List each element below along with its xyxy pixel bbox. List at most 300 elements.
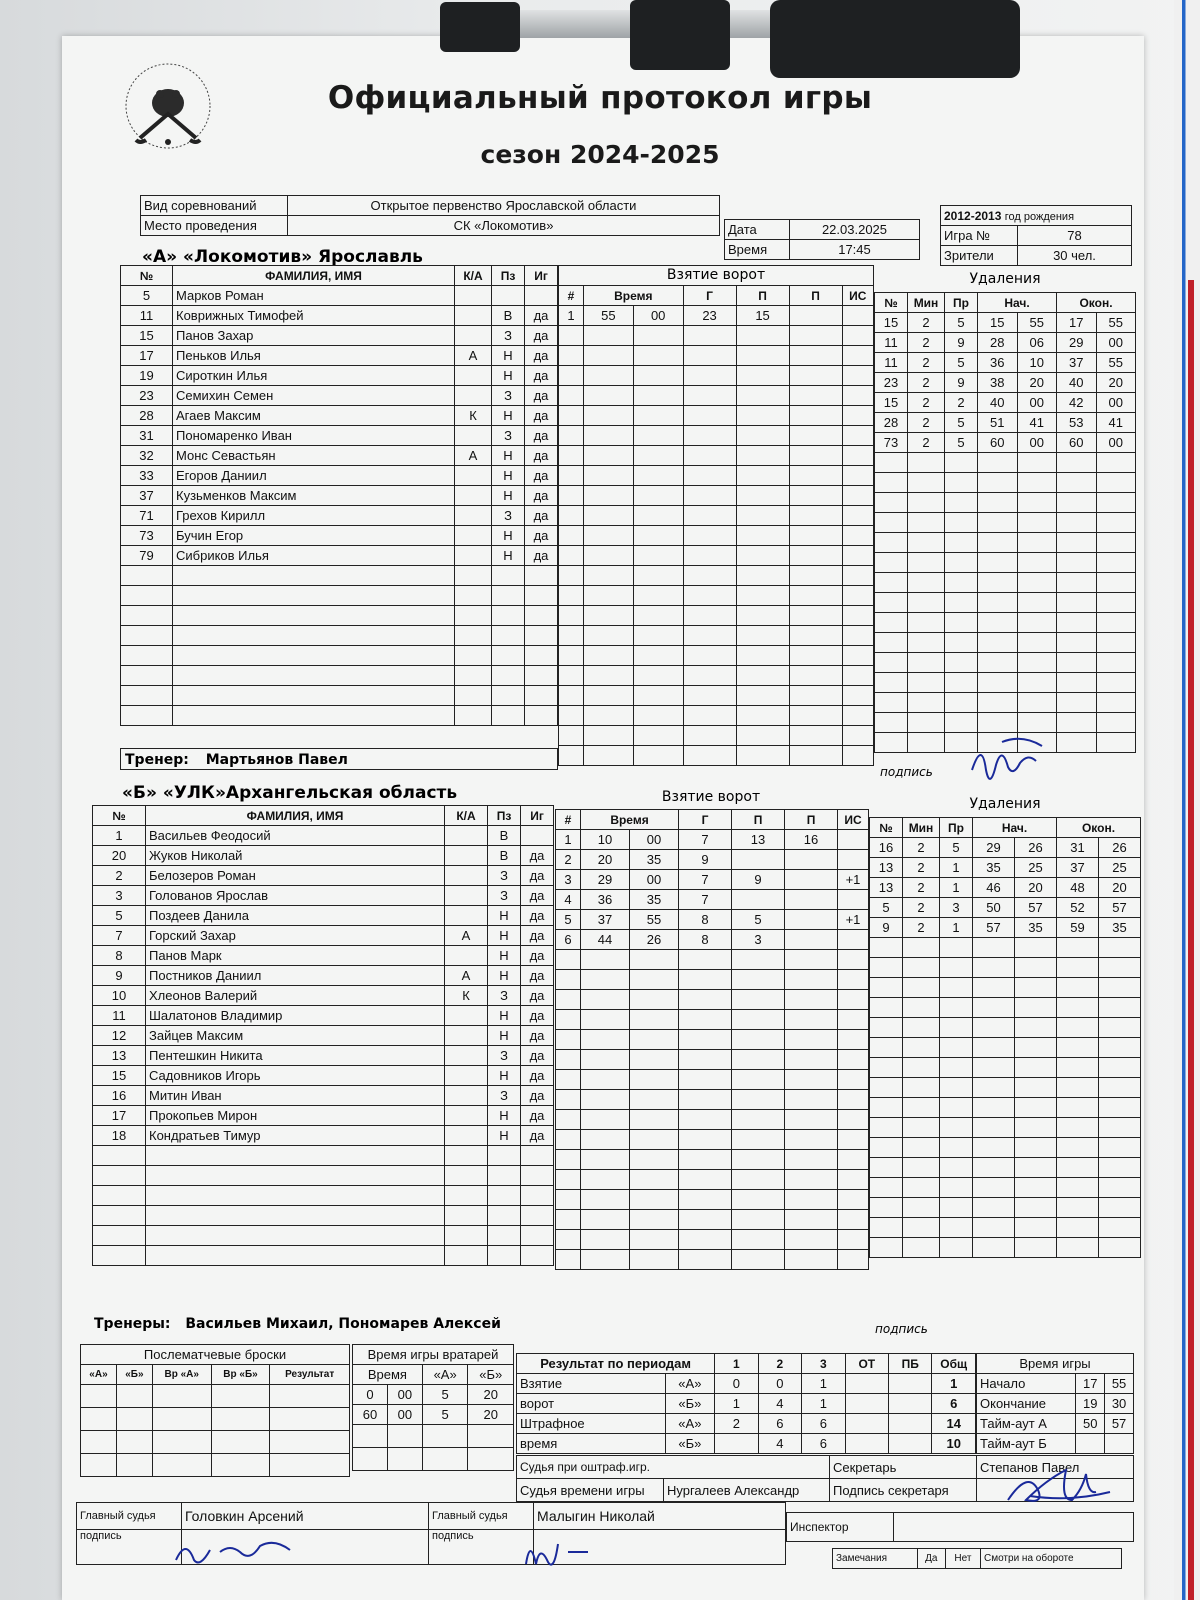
- roster-num-header: №: [121, 266, 173, 286]
- birth-years: 2012-2013: [944, 208, 1002, 223]
- player-number: 16: [93, 1086, 146, 1106]
- goal-assist-2: [789, 566, 842, 586]
- goal-minute: [584, 426, 634, 446]
- penalty-end-sec: 20: [1099, 878, 1141, 898]
- time-label: Время: [725, 240, 790, 260]
- penalty-player: [875, 653, 908, 673]
- player-captain-mark: [455, 706, 492, 726]
- player-name: Зайцев Максим: [146, 1026, 445, 1046]
- goal-scorer: [683, 746, 736, 766]
- penalty-start-min: [973, 1158, 1015, 1178]
- penalty-minutes: [903, 1078, 940, 1098]
- player-played: [521, 1166, 554, 1186]
- goal-assist2-header: П: [785, 810, 838, 830]
- penalty-minutes: 2: [908, 393, 945, 413]
- penalty-start-min: 28: [978, 333, 1018, 353]
- goal-number: 1: [559, 306, 584, 326]
- penalty-end-min: [1057, 533, 1097, 553]
- penalty-end-min: 52: [1057, 898, 1099, 918]
- team-b-penalties-title: Удаления: [969, 796, 1041, 812]
- goal-second: [630, 1190, 679, 1210]
- goal-second: [633, 326, 683, 346]
- goal-number: [559, 506, 584, 526]
- goal-assist-2: [785, 1110, 838, 1130]
- player-position: [492, 706, 525, 726]
- goal-situation: +1: [838, 870, 869, 890]
- player-captain-mark: [445, 1026, 488, 1046]
- penalty-end-sec: [1099, 1158, 1141, 1178]
- player-row: [93, 1186, 554, 1206]
- player-played: да: [521, 846, 554, 866]
- penalty-reason: 5: [945, 433, 978, 453]
- penalty-end-sec: [1096, 653, 1136, 673]
- penalty-reason: [940, 938, 973, 958]
- penalty-row: [870, 898, 1141, 918]
- penalty-minutes: 2: [908, 313, 945, 333]
- penalty-start-min: 50: [973, 898, 1015, 918]
- player-row: [93, 926, 554, 946]
- penalty-end-sec: [1096, 493, 1136, 513]
- penalty-player: 11: [875, 333, 908, 353]
- player-played: да: [525, 386, 558, 406]
- penalty-end-min: [1057, 513, 1097, 533]
- goal-row: [556, 1050, 869, 1070]
- goals-label: ворот: [517, 1394, 666, 1414]
- period-result-row: [517, 1434, 976, 1454]
- penalty-row: [875, 453, 1136, 473]
- penalty-reason: 5: [945, 353, 978, 373]
- goal-minute: [581, 970, 630, 990]
- goal-scorer: [679, 1190, 732, 1210]
- goal-minute: 10: [581, 830, 630, 850]
- player-number: 71: [121, 506, 173, 526]
- player-played: да: [521, 886, 554, 906]
- goal-row: [559, 706, 874, 726]
- goal-second: [633, 446, 683, 466]
- player-position: Н: [488, 1006, 521, 1026]
- penalty-end-sec: [1096, 713, 1136, 733]
- penalty-end-sec: [1096, 673, 1136, 693]
- player-row: [93, 1006, 554, 1026]
- penalty-reason: [945, 553, 978, 573]
- penalty-reason: [940, 1138, 973, 1158]
- period-value: 14: [932, 1414, 976, 1434]
- goal-assist-2: [789, 366, 842, 386]
- player-position: В: [492, 306, 525, 326]
- goal-assist-1: [736, 526, 789, 546]
- penalty-judge-label: Судья при оштраф.игр.: [517, 1456, 830, 1479]
- player-name: [173, 626, 455, 646]
- venue-value: СК «Локомотив»: [288, 216, 720, 236]
- period-team-label: «А»: [665, 1414, 715, 1434]
- goal-assist-1: [736, 686, 789, 706]
- goal-assist-2: [789, 486, 842, 506]
- penalty-start-sec: 10: [1017, 353, 1057, 373]
- goal-minute: 44: [581, 930, 630, 950]
- goal-number: [556, 1210, 581, 1230]
- player-number: 7: [93, 926, 146, 946]
- penalty-player: 73: [875, 433, 908, 453]
- player-number: 11: [121, 306, 173, 326]
- penalty-player: [875, 633, 908, 653]
- player-captain-mark: [445, 906, 488, 926]
- goal-number: [559, 726, 584, 746]
- goal-row: [556, 970, 869, 990]
- team-a-coach-label: Тренер:: [125, 752, 189, 768]
- team-b-sign-label: подпись: [875, 1322, 928, 1336]
- goal-situation: [842, 646, 873, 666]
- player-played: [525, 626, 558, 646]
- roster-name-header: ФАМИЛИЯ, ИМЯ: [173, 266, 455, 286]
- player-played: да: [521, 946, 554, 966]
- penalty-minutes: [908, 473, 945, 493]
- penalty-row: [875, 533, 1136, 553]
- goal-situation: [838, 1050, 869, 1070]
- player-captain-mark: [445, 1166, 488, 1186]
- team-a-coach-name: Мартьянов Павел: [205, 752, 348, 768]
- player-position: Н: [492, 526, 525, 546]
- penalty-minutes: [908, 693, 945, 713]
- penalty-reason: [940, 1038, 973, 1058]
- goal-assist-2: [789, 426, 842, 446]
- goal-row: [559, 306, 874, 326]
- penalty-end-min: [1057, 1098, 1099, 1118]
- penalty-end-sec: 00: [1096, 393, 1136, 413]
- penalty-row: [875, 653, 1136, 673]
- penalty-end-sec: [1099, 1058, 1141, 1078]
- goal-row: [559, 506, 874, 526]
- team-a-goals: [558, 285, 874, 766]
- player-number: 5: [93, 906, 146, 926]
- goal-situation: [838, 1170, 869, 1190]
- goal-minute: [581, 1210, 630, 1230]
- goal-assist-1: [732, 1030, 785, 1050]
- player-row: [121, 666, 558, 686]
- goal-assist-1: [732, 1210, 785, 1230]
- penalty-player: [875, 453, 908, 473]
- period-team-label: «Б»: [665, 1434, 715, 1454]
- goal-assist-2: [785, 1090, 838, 1110]
- goal-assist-2: [785, 1170, 838, 1190]
- goal-situation: [842, 586, 873, 606]
- goal-row: [559, 546, 874, 566]
- penalty-start-sec: 20: [1017, 373, 1057, 393]
- goal-row: [556, 1030, 869, 1050]
- goal-second: [633, 706, 683, 726]
- player-captain-mark: [455, 586, 492, 606]
- penalty-player: [875, 573, 908, 593]
- penalty-reason: 1: [940, 878, 973, 898]
- goal-assist-1: [736, 566, 789, 586]
- penalty-start-min: [973, 1038, 1015, 1058]
- goal-situation: [842, 686, 873, 706]
- pen-reason-header: Пр: [940, 818, 973, 838]
- goal-assist-2: [785, 970, 838, 990]
- period-results-table: [516, 1353, 976, 1454]
- goal-scorer: [683, 506, 736, 526]
- player-captain-mark: [455, 366, 492, 386]
- penalty-end-sec: [1099, 1078, 1141, 1098]
- goal-assist-1: [736, 626, 789, 646]
- penalty-time-label: время: [517, 1434, 666, 1454]
- player-number: 17: [121, 346, 173, 366]
- penalty-minutes: 2: [908, 433, 945, 453]
- remarks-label: Замечания: [833, 1549, 918, 1569]
- penalty-end-min: 37: [1057, 858, 1099, 878]
- penalty-player: 13: [870, 878, 903, 898]
- goal-assist-1: [732, 1190, 785, 1210]
- player-row: [121, 646, 558, 666]
- pen-min-header: Мин: [908, 293, 945, 313]
- penalty-end-sec: [1099, 1118, 1141, 1138]
- penalty-start-sec: [1015, 1218, 1057, 1238]
- player-position: З: [492, 386, 525, 406]
- player-captain-mark: [445, 1206, 488, 1226]
- player-row: [93, 966, 554, 986]
- goal-time-header: Время: [581, 810, 679, 830]
- penalty-minutes: [903, 1058, 940, 1078]
- player-name: [173, 586, 455, 606]
- penalty-end-sec: [1096, 533, 1136, 553]
- penalty-reason: [945, 453, 978, 473]
- player-captain-mark: [445, 946, 488, 966]
- start-label: Начало: [977, 1374, 1076, 1394]
- player-name: Белозеров Роман: [146, 866, 445, 886]
- goal-assist-2: [785, 950, 838, 970]
- goal-assist1-header: П: [736, 286, 789, 306]
- player-played: да: [525, 546, 558, 566]
- penalty-minutes: [903, 978, 940, 998]
- penalty-minutes: [903, 1098, 940, 1118]
- goal-second: [630, 1230, 679, 1250]
- penalty-player: [875, 473, 908, 493]
- penalty-start-sec: 06: [1017, 333, 1057, 353]
- player-row: [93, 826, 554, 846]
- goal-scorer: [683, 426, 736, 446]
- penalty-end-min: [1057, 493, 1097, 513]
- player-played: да: [525, 506, 558, 526]
- player-name: [173, 706, 455, 726]
- period-result-row: [517, 1394, 976, 1414]
- inspector-table: [786, 1512, 1134, 1542]
- goal-row: [559, 446, 874, 466]
- period-value: 0: [758, 1374, 801, 1394]
- chief-judge-2-label: Главный судья: [429, 1503, 534, 1530]
- penalty-start-min: [973, 1058, 1015, 1078]
- player-played: [521, 1226, 554, 1246]
- player-position: З: [488, 986, 521, 1006]
- goal-number: [556, 950, 581, 970]
- penalty-start-sec: [1017, 653, 1057, 673]
- goal-assist-2: [789, 626, 842, 646]
- penalty-end-sec: [1099, 978, 1141, 998]
- player-name: [173, 566, 455, 586]
- penalty-row: [875, 493, 1136, 513]
- roster-name-header: ФАМИЛИЯ, ИМЯ: [146, 806, 445, 826]
- player-name: [173, 646, 455, 666]
- period-value: [845, 1394, 888, 1414]
- birth-years-cell: [941, 206, 1132, 226]
- player-played: да: [525, 446, 558, 466]
- player-played: да: [525, 466, 558, 486]
- goal-minute: [584, 446, 634, 466]
- goal-assist-1: [732, 1170, 785, 1190]
- goal-second: 26: [630, 930, 679, 950]
- player-played: [521, 1206, 554, 1226]
- remarks-table: [832, 1548, 1122, 1569]
- player-name: Сибриков Илья: [173, 546, 455, 566]
- player-row: [93, 906, 554, 926]
- penalty-start-sec: [1015, 938, 1057, 958]
- penalty-end-min: [1057, 473, 1097, 493]
- player-played: [525, 586, 558, 606]
- goal-assist-1: [732, 1090, 785, 1110]
- penalty-reason: 1: [940, 858, 973, 878]
- period-value: [889, 1394, 932, 1414]
- goal-row: [559, 386, 874, 406]
- team-b-goals-header: [555, 788, 867, 807]
- player-played: [525, 706, 558, 726]
- player-number: 5: [121, 286, 173, 306]
- penalty-end-sec: [1099, 1138, 1141, 1158]
- goal-scorer: 8: [679, 930, 732, 950]
- player-number: 19: [121, 366, 173, 386]
- player-name: Грехов Кирилл: [173, 506, 455, 526]
- goal-situation: [838, 950, 869, 970]
- penalty-end-min: 42: [1057, 393, 1097, 413]
- goal-second: [633, 566, 683, 586]
- penalty-reason: [945, 593, 978, 613]
- board-stripe-blue: [1174, 0, 1200, 1600]
- venue-label: Место проведения: [141, 216, 288, 236]
- goal-number: [559, 626, 584, 646]
- period-value: 6: [758, 1414, 801, 1434]
- penalty-start-sec: [1017, 453, 1057, 473]
- goal-minute: 20: [581, 850, 630, 870]
- penalty-start-min: [978, 653, 1018, 673]
- goal-second: [630, 970, 679, 990]
- goal-minute: [584, 386, 634, 406]
- player-position: [488, 1226, 521, 1246]
- goal-second: [633, 546, 683, 566]
- goal-assist-1: [736, 666, 789, 686]
- penalty-minutes: 2: [908, 333, 945, 353]
- penalty-end-min: [1057, 1158, 1099, 1178]
- player-name: [146, 1146, 445, 1166]
- penalty-start-sec: [1015, 958, 1057, 978]
- player-row: [121, 546, 558, 566]
- pen-num-header: №: [875, 293, 908, 313]
- goal-minute: [581, 1190, 630, 1210]
- goal-row: [559, 326, 874, 346]
- penalty-minutes: [903, 1138, 940, 1158]
- goal-minute: 29: [581, 870, 630, 890]
- penalty-end-min: 60: [1057, 433, 1097, 453]
- player-played: да: [521, 1006, 554, 1026]
- penalty-minutes: [908, 513, 945, 533]
- goalie-a: 5: [422, 1385, 468, 1405]
- goal-scorer: 9: [679, 850, 732, 870]
- penalty-end-sec: 25: [1099, 858, 1141, 878]
- goal-minute: [581, 950, 630, 970]
- penalty-reason: [945, 533, 978, 553]
- team-a-penalties-header: [874, 270, 1136, 289]
- penalty-row: [875, 693, 1136, 713]
- penalty-end-min: [1057, 693, 1097, 713]
- goal-assist-2: [785, 1250, 838, 1270]
- goal-second: [630, 1250, 679, 1270]
- player-position: [492, 566, 525, 586]
- player-row: [121, 506, 558, 526]
- see-back-label: Смотри на обороте: [980, 1549, 1121, 1569]
- goal-assist-1: [736, 366, 789, 386]
- team-a-goals-title: Взятие ворот: [666, 267, 766, 283]
- penalty-row: [875, 333, 1136, 353]
- goal-number: [556, 1010, 581, 1030]
- penalty-start-sec: 20: [1015, 878, 1057, 898]
- season-subtitle: сезон 2024-2025: [480, 140, 720, 169]
- player-name: Панов Захар: [173, 326, 455, 346]
- player-captain-mark: [455, 486, 492, 506]
- player-captain-mark: [445, 1006, 488, 1026]
- secretary-sign-label: Подпись секретаря: [830, 1479, 977, 1502]
- goal-minute: [581, 1130, 630, 1150]
- period-value: 1: [715, 1394, 758, 1414]
- goal-situation: [842, 666, 873, 686]
- goal-row: [556, 1010, 869, 1030]
- penalty-row: [875, 373, 1136, 393]
- goal-scorer: [683, 626, 736, 646]
- penalty-end-sec: [1096, 633, 1136, 653]
- penalty-row: [875, 313, 1136, 333]
- penalty-player: [875, 553, 908, 573]
- goal-row: [559, 726, 874, 746]
- goal-minute: [581, 1110, 630, 1130]
- penalty-player: [870, 1038, 903, 1058]
- penalty-reason: [945, 633, 978, 653]
- player-row: [121, 306, 558, 326]
- goal-scorer: [679, 1130, 732, 1150]
- penalty-row: [875, 593, 1136, 613]
- goal-number: [559, 366, 584, 386]
- penalty-start-sec: 55: [1017, 313, 1057, 333]
- goal-assist-2: [789, 346, 842, 366]
- penalty-player: [870, 1018, 903, 1038]
- player-captain-mark: [445, 866, 488, 886]
- player-played: да: [521, 1026, 554, 1046]
- team-a-coach-row: [120, 748, 558, 770]
- player-name: Коврижных Тимофей: [173, 306, 455, 326]
- penalty-end-sec: [1096, 473, 1136, 493]
- penalty-start-min: [973, 998, 1015, 1018]
- player-name: [146, 1246, 445, 1266]
- goal-scorer: [679, 1170, 732, 1190]
- date-label: Дата: [725, 220, 790, 240]
- goal-assist-2: [789, 706, 842, 726]
- period-total-header: Общ: [932, 1354, 976, 1374]
- penalty-minutes: [903, 1198, 940, 1218]
- penalty-player: 11: [875, 353, 908, 373]
- goal-scorer: [683, 686, 736, 706]
- penalty-player: [875, 693, 908, 713]
- goal-scorer: [683, 586, 736, 606]
- penalty-minutes: [908, 553, 945, 573]
- penalty-end-sec: 26: [1099, 838, 1141, 858]
- player-position: [492, 606, 525, 626]
- penalty-end-min: [1057, 1058, 1099, 1078]
- goalie-a: 5: [422, 1405, 468, 1425]
- goal-assist-1: 13: [732, 830, 785, 850]
